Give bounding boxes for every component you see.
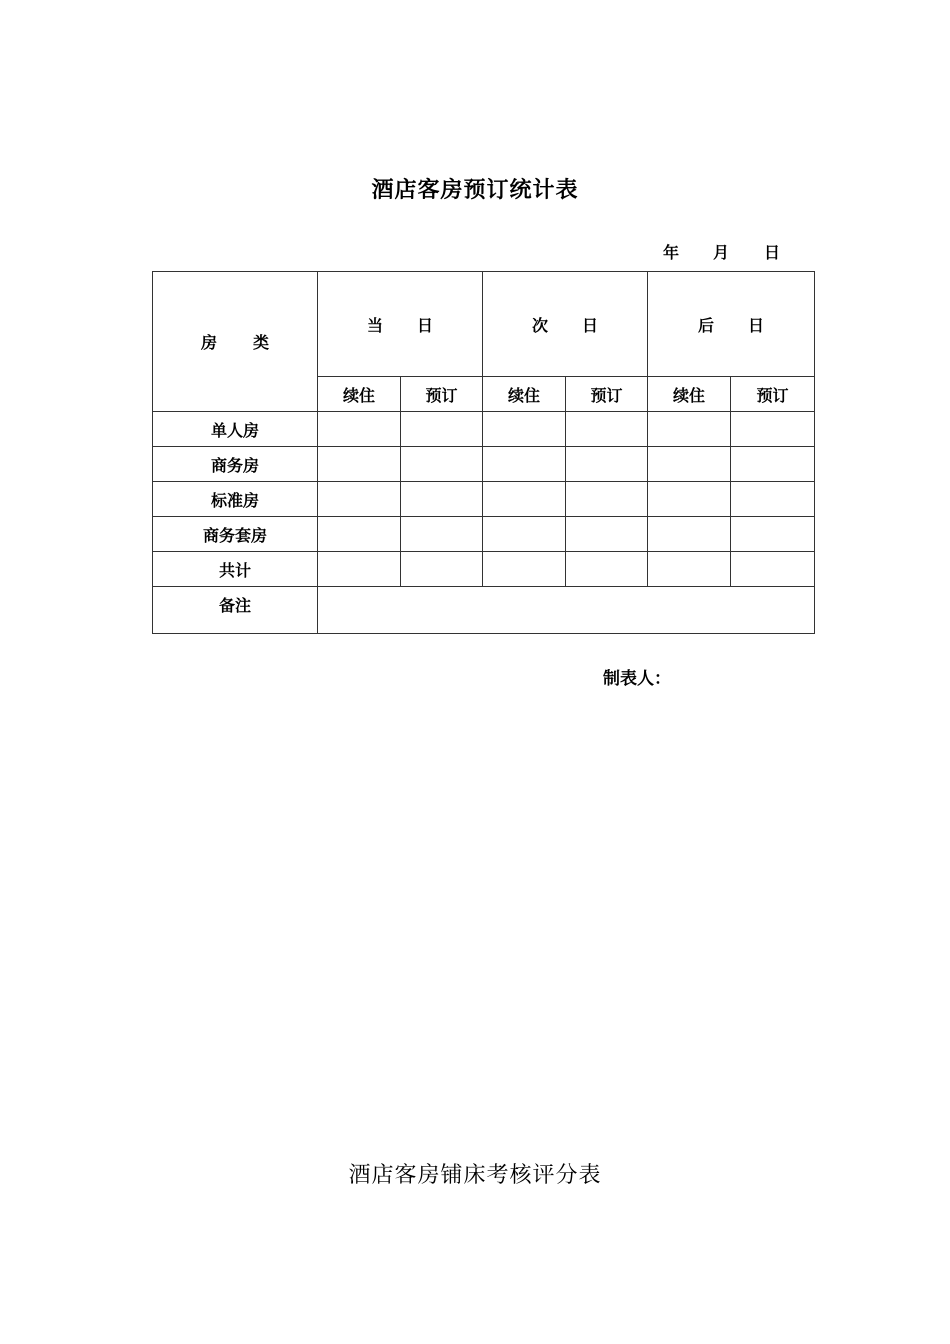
empty-cell (483, 552, 566, 587)
empty-cell (648, 552, 731, 587)
empty-cell (318, 447, 401, 482)
empty-cell (731, 412, 815, 447)
empty-cell (401, 482, 483, 517)
sub-header-cell: 续住 (648, 377, 731, 412)
row-label: 单人房 (153, 412, 318, 447)
empty-cell (566, 517, 648, 552)
day-label: 日 (764, 243, 781, 262)
empty-cell (318, 552, 401, 587)
sub-header-cell: 续住 (483, 377, 566, 412)
empty-cell (318, 412, 401, 447)
empty-cell (318, 482, 401, 517)
empty-cell (648, 447, 731, 482)
empty-cell (731, 447, 815, 482)
sub-header-cell: 预订 (401, 377, 483, 412)
room-type-header: 房 类 (153, 272, 318, 412)
empty-cell (401, 412, 483, 447)
sub-header-cell: 续住 (318, 377, 401, 412)
day-group-day-after: 后 日 (648, 272, 815, 377)
table-row (153, 482, 815, 517)
empty-cell (648, 517, 731, 552)
empty-cell (648, 412, 731, 447)
day-group-today: 当 日 (318, 272, 483, 377)
table-row (153, 447, 815, 482)
empty-cell (731, 517, 815, 552)
sub-header-cell: 预订 (731, 377, 815, 412)
sub-header-cell: 预订 (566, 377, 648, 412)
empty-cell (566, 552, 648, 587)
empty-cell (318, 517, 401, 552)
table-row (153, 412, 815, 447)
day-group-next-day: 次 日 (483, 272, 648, 377)
empty-cell (483, 517, 566, 552)
table-maker-label: 制表人： (603, 669, 671, 689)
row-label: 商务房 (153, 447, 318, 482)
note-cell (318, 587, 815, 634)
empty-cell (566, 412, 648, 447)
next-section-title: 酒店客房铺床考核评分表 (348, 1163, 602, 1188)
row-label: 标准房 (153, 482, 318, 517)
page-title: 酒店客房预订统计表 (371, 178, 579, 203)
empty-cell (731, 482, 815, 517)
note-label: 备注 (153, 587, 318, 634)
empty-cell (566, 482, 648, 517)
empty-cell (401, 447, 483, 482)
table-row (153, 552, 815, 587)
empty-cell (731, 552, 815, 587)
empty-cell (483, 482, 566, 517)
booking-stats-table (152, 271, 815, 634)
empty-cell (483, 412, 566, 447)
row-label: 共计 (153, 552, 318, 587)
table-row (153, 517, 815, 552)
year-label: 年 (663, 243, 680, 262)
empty-cell (566, 447, 648, 482)
row-label: 商务套房 (153, 517, 318, 552)
empty-cell (401, 552, 483, 587)
empty-cell (483, 447, 566, 482)
note-row (153, 587, 815, 634)
empty-cell (648, 482, 731, 517)
empty-cell (401, 517, 483, 552)
month-label: 月 (713, 243, 730, 262)
